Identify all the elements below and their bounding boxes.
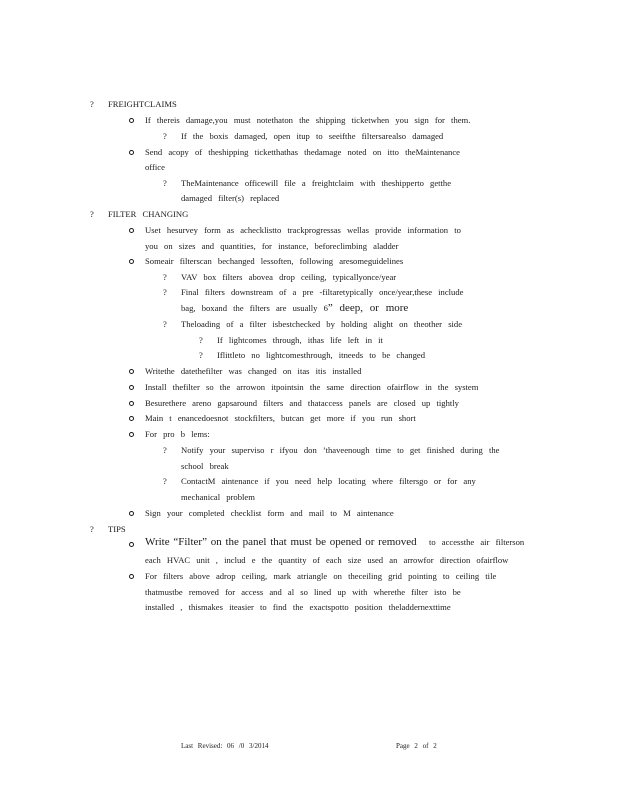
bullet-circle [129, 385, 134, 390]
problem-contact-line-2: mechanical problem [181, 492, 255, 502]
section-bullet: ? [90, 99, 94, 109]
filter-item-write-date: Writethe datethefilter was changed on itas itis installed [145, 366, 362, 376]
problem-notify-line-1: Notify your superviso r ifyou don ’thaveenough time to get finished during the [181, 445, 500, 455]
problem-notify-line-2: school break [181, 461, 229, 471]
bullet-circle [129, 574, 134, 579]
footer-last-revised: Last Revised: 06 /0 3/2014 [181, 742, 269, 750]
filter-guideline-final-text: bag, boxand the filters are usually 6 [181, 303, 328, 313]
bullet-circle [129, 416, 134, 421]
tip-2-line-3: installed , thismakes iteasier to find the exactspotto position theladdernexttime [145, 602, 451, 612]
freight-item-2-line-1: Send acopy of theshipping ticketthathas thedamage noted on itto theMaintenance [145, 147, 460, 157]
filter-item-maintenance-stock: Main t enancedoesnot stockfilters, butcan get more if you run short [145, 413, 416, 423]
tip-1-line-2: each HVAC unit , includ e the quantity of each size used an arrowfor direction ofairflow [145, 555, 509, 565]
filter-item-install: Install thefilter so the arrowon itpointsin the same direction ofairflow in the system [145, 382, 479, 392]
sub-bullet: ? [163, 131, 167, 141]
filter-loading-no-light: Iflittleto no lightcomesthrough, itneeds to be changed [217, 350, 426, 360]
bullet-circle [129, 432, 134, 437]
tip-1-emphasis: Write “Filter” on the panel that must be opened or removed [145, 536, 417, 548]
freight-item-1-sub: If the boxis damaged, open itup to seeifthe filtersarealso damaged [181, 131, 444, 141]
filter-item-sign-checklist: Sign your completed checklist form and mail to M aintenance [145, 508, 394, 518]
bullet-circle [129, 118, 134, 123]
filter-guideline-vav: VAV box filters abovea drop ceiling, typicallyonce/year [181, 272, 397, 282]
section-bullet: ? [90, 524, 94, 534]
problem-contact-line-1: ContactM aintenance if you need help locating where filtersgo or for any [181, 476, 476, 486]
filter-guideline-final-line-1: Final filters downstream of a pre -filtaretypically once/year,these include [181, 287, 464, 297]
bullet-circle [129, 369, 134, 374]
freight-item-2-sub-line-1: TheMaintenance officewill file a freightclaim with theshipperto getthe [181, 178, 452, 188]
freight-item-1: If thereis damage,you must notethaton the shipping ticketwhen you sign for them. [145, 115, 471, 125]
footer-page-number: Page 2 of 2 [396, 742, 437, 750]
filter-guideline-final-line-2 [181, 302, 408, 314]
bullet-circle [129, 511, 134, 516]
filter-guideline-final-deep: ” deep, or more [327, 302, 409, 314]
tip-2-line-2: thatmustbe removed for access and al so lined up with wherethe filter isto be [145, 587, 461, 597]
freight-item-2-line-2: office [145, 162, 165, 172]
sub-bullet: ? [163, 476, 167, 486]
filter-item-1-line-1: Uset hesurvey form as achecklistto trackprogressas wellas provide information to [145, 225, 461, 235]
sub-sub-bullet: ? [199, 335, 203, 345]
sub-bullet: ? [163, 445, 167, 455]
filter-loading-light-through: If lightcomes through, ithas life left in it [217, 335, 383, 345]
bullet-circle [129, 401, 134, 406]
bullet-circle [129, 150, 134, 155]
filter-item-problems: For pro b lems: [145, 429, 210, 439]
filter-item-no-gaps: Besurethere areno gapsaround filters and thataccess panels are closed up tightly [145, 398, 459, 408]
tip-1-line-1 [145, 536, 524, 548]
filter-guideline-loading: Theloading of a filter isbestchecked by holding alight on theother side [181, 319, 463, 329]
sub-bullet: ? [163, 272, 167, 282]
tip-2-line-1: For filters above adrop ceiling, mark atriangle on theceiling grid pointing to ceiling tile [145, 571, 497, 581]
section-heading-freight-claims: FREIGHTCLAIMS [108, 99, 177, 109]
section-heading-filter-changing: FILTER CHANGING [108, 209, 189, 219]
bullet-circle [129, 542, 134, 547]
section-bullet: ? [90, 209, 94, 219]
sub-bullet: ? [163, 287, 167, 297]
filter-item-1-line-2: you on sizes and quantities, for instance, beforeclimbing aladder [145, 241, 399, 251]
bullet-circle [129, 259, 134, 264]
bullet-circle [129, 228, 134, 233]
freight-item-2-sub-line-2: damaged filter(s) replaced [181, 193, 280, 203]
section-heading-tips: TIPS [108, 524, 126, 534]
sub-sub-bullet: ? [199, 350, 203, 360]
filter-item-2: Someair filterscan bechanged lessoften, following aresomeguidelines [145, 256, 404, 266]
sub-bullet: ? [163, 178, 167, 188]
tip-1-rest: to accessthe air filterson [428, 537, 525, 547]
sub-bullet: ? [163, 319, 167, 329]
